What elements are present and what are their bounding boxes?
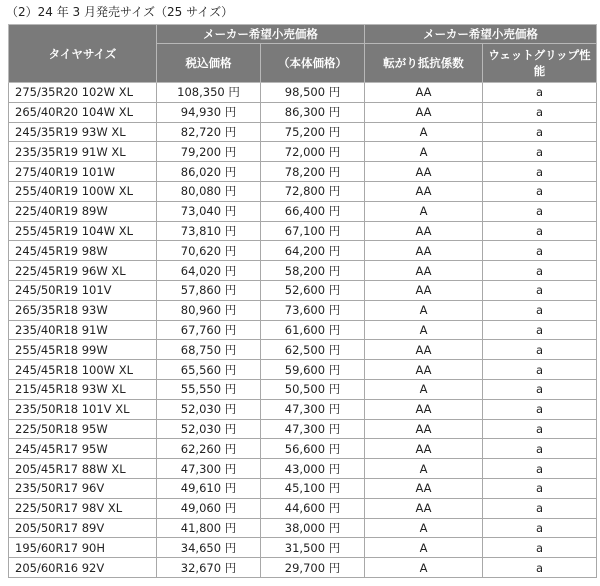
table-row	[9, 518, 597, 538]
cell-wet-grip: a	[483, 83, 597, 103]
cell-tax-included-price: 82,720 円	[157, 122, 261, 142]
cell-base-price: 31,500 円	[261, 538, 365, 558]
cell-tax-included-price: 32,670 円	[157, 558, 261, 578]
cell-wet-grip: a	[483, 419, 597, 439]
table-row	[9, 122, 597, 142]
table-row	[9, 439, 597, 459]
cell-wet-grip: a	[483, 439, 597, 459]
table-row	[9, 280, 597, 300]
cell-wet-grip: a	[483, 379, 597, 399]
table-row	[9, 419, 597, 439]
cell-tax-included-price: 52,030 円	[157, 399, 261, 419]
cell-rolling-resistance: AA	[365, 399, 483, 419]
cell-base-price: 98,500 円	[261, 83, 365, 103]
cell-tax-included-price: 68,750 円	[157, 340, 261, 360]
cell-tax-included-price: 52,030 円	[157, 419, 261, 439]
cell-wet-grip: a	[483, 558, 597, 578]
cell-tax-included-price: 49,060 円	[157, 498, 261, 518]
cell-rolling-resistance: AA	[365, 261, 483, 281]
cell-tax-included-price: 67,760 円	[157, 320, 261, 340]
cell-rolling-resistance: AA	[365, 162, 483, 182]
header-label-group: メーカー希望小売価格	[365, 25, 597, 44]
table-row	[9, 498, 597, 518]
cell-base-price: 72,800 円	[261, 181, 365, 201]
cell-tire-size: 245/45R17 95W	[9, 439, 157, 459]
table-row	[9, 181, 597, 201]
cell-rolling-resistance: AA	[365, 360, 483, 380]
cell-rolling-resistance: AA	[365, 280, 483, 300]
table-row	[9, 102, 597, 122]
cell-tire-size: 245/50R19 101V	[9, 280, 157, 300]
cell-base-price: 72,000 円	[261, 142, 365, 162]
table-row	[9, 558, 597, 578]
cell-tire-size: 275/40R19 101W	[9, 162, 157, 182]
cell-tax-included-price: 80,080 円	[157, 181, 261, 201]
cell-rolling-resistance: AA	[365, 83, 483, 103]
cell-rolling-resistance: A	[365, 300, 483, 320]
cell-rolling-resistance: AA	[365, 439, 483, 459]
cell-rolling-resistance: A	[365, 142, 483, 162]
cell-base-price: 29,700 円	[261, 558, 365, 578]
cell-rolling-resistance: AA	[365, 241, 483, 261]
cell-tax-included-price: 49,610 円	[157, 478, 261, 498]
cell-wet-grip: a	[483, 300, 597, 320]
cell-wet-grip: a	[483, 162, 597, 182]
cell-rolling-resistance: A	[365, 201, 483, 221]
cell-tire-size: 245/45R19 98W	[9, 241, 157, 261]
cell-tax-included-price: 108,350 円	[157, 83, 261, 103]
cell-tire-size: 235/35R19 91W XL	[9, 142, 157, 162]
cell-tax-included-price: 47,300 円	[157, 459, 261, 479]
cell-rolling-resistance: A	[365, 379, 483, 399]
table-row	[9, 83, 597, 103]
cell-base-price: 52,600 円	[261, 280, 365, 300]
table-row	[9, 478, 597, 498]
cell-base-price: 67,100 円	[261, 221, 365, 241]
cell-tire-size: 225/50R18 95W	[9, 419, 157, 439]
cell-rolling-resistance: AA	[365, 221, 483, 241]
cell-wet-grip: a	[483, 181, 597, 201]
cell-base-price: 43,000 円	[261, 459, 365, 479]
table-body	[9, 83, 597, 578]
cell-base-price: 61,600 円	[261, 320, 365, 340]
cell-wet-grip: a	[483, 320, 597, 340]
table-row	[9, 142, 597, 162]
cell-rolling-resistance: A	[365, 518, 483, 538]
cell-rolling-resistance: AA	[365, 419, 483, 439]
cell-wet-grip: a	[483, 459, 597, 479]
cell-rolling-resistance: A	[365, 459, 483, 479]
tire-price-table	[8, 24, 597, 578]
cell-rolling-resistance: A	[365, 320, 483, 340]
cell-tax-included-price: 73,040 円	[157, 201, 261, 221]
cell-rolling-resistance: AA	[365, 181, 483, 201]
cell-tax-included-price: 94,930 円	[157, 102, 261, 122]
header-base-price: （本体価格）	[261, 44, 365, 83]
cell-tax-included-price: 34,650 円	[157, 538, 261, 558]
table-row	[9, 201, 597, 221]
cell-tax-included-price: 73,810 円	[157, 221, 261, 241]
header-rolling-resistance: 転がり抵抗係数	[365, 44, 483, 83]
cell-base-price: 66,400 円	[261, 201, 365, 221]
cell-tire-size: 225/50R17 98V XL	[9, 498, 157, 518]
header-price-group: メーカー希望小売価格	[157, 25, 365, 44]
cell-base-price: 45,100 円	[261, 478, 365, 498]
table-caption: （2）24 年 3 月発売サイズ（25 サイズ）	[6, 5, 234, 19]
cell-base-price: 75,200 円	[261, 122, 365, 142]
table-row	[9, 399, 597, 419]
header-tax-included: 税込価格	[157, 44, 261, 83]
cell-wet-grip: a	[483, 340, 597, 360]
cell-wet-grip: a	[483, 102, 597, 122]
table-row	[9, 162, 597, 182]
cell-wet-grip: a	[483, 399, 597, 419]
cell-wet-grip: a	[483, 498, 597, 518]
cell-tire-size: 205/60R16 92V	[9, 558, 157, 578]
cell-tire-size: 255/45R19 104W XL	[9, 221, 157, 241]
cell-tire-size: 235/40R18 91W	[9, 320, 157, 340]
table-row	[9, 459, 597, 479]
cell-tire-size: 205/50R17 89V	[9, 518, 157, 538]
cell-tire-size: 265/35R18 93W	[9, 300, 157, 320]
table-row	[9, 360, 597, 380]
header-tire-size: タイヤサイズ	[9, 25, 157, 83]
cell-base-price: 58,200 円	[261, 261, 365, 281]
cell-tire-size: 215/45R18 93W XL	[9, 379, 157, 399]
cell-rolling-resistance: A	[365, 538, 483, 558]
cell-tax-included-price: 65,560 円	[157, 360, 261, 380]
cell-tax-included-price: 79,200 円	[157, 142, 261, 162]
cell-wet-grip: a	[483, 241, 597, 261]
cell-base-price: 73,600 円	[261, 300, 365, 320]
cell-wet-grip: a	[483, 221, 597, 241]
cell-tax-included-price: 70,620 円	[157, 241, 261, 261]
cell-base-price: 56,600 円	[261, 439, 365, 459]
cell-tax-included-price: 80,960 円	[157, 300, 261, 320]
cell-wet-grip: a	[483, 201, 597, 221]
table-row	[9, 379, 597, 399]
table-row	[9, 221, 597, 241]
cell-tax-included-price: 55,550 円	[157, 379, 261, 399]
cell-base-price: 50,500 円	[261, 379, 365, 399]
table-row	[9, 300, 597, 320]
cell-tax-included-price: 57,860 円	[157, 280, 261, 300]
cell-rolling-resistance: AA	[365, 340, 483, 360]
table-row	[9, 538, 597, 558]
cell-wet-grip: a	[483, 538, 597, 558]
cell-tire-size: 245/35R19 93W XL	[9, 122, 157, 142]
cell-tax-included-price: 41,800 円	[157, 518, 261, 538]
cell-wet-grip: a	[483, 478, 597, 498]
cell-base-price: 47,300 円	[261, 419, 365, 439]
cell-tire-size: 235/50R18 101V XL	[9, 399, 157, 419]
cell-base-price: 59,600 円	[261, 360, 365, 380]
cell-tire-size: 205/45R17 88W XL	[9, 459, 157, 479]
cell-base-price: 78,200 円	[261, 162, 365, 182]
cell-tire-size: 255/45R18 99W	[9, 340, 157, 360]
cell-wet-grip: a	[483, 261, 597, 281]
cell-tax-included-price: 62,260 円	[157, 439, 261, 459]
table-row	[9, 241, 597, 261]
cell-base-price: 62,500 円	[261, 340, 365, 360]
cell-wet-grip: a	[483, 280, 597, 300]
cell-rolling-resistance: AA	[365, 102, 483, 122]
table-row	[9, 261, 597, 281]
cell-rolling-resistance: A	[365, 558, 483, 578]
cell-tax-included-price: 64,020 円	[157, 261, 261, 281]
cell-tire-size: 235/50R17 96V	[9, 478, 157, 498]
cell-base-price: 38,000 円	[261, 518, 365, 538]
header-wet-grip: ウェットグリップ性能	[483, 44, 597, 83]
cell-tire-size: 265/40R20 104W XL	[9, 102, 157, 122]
cell-rolling-resistance: A	[365, 122, 483, 142]
cell-tax-included-price: 86,020 円	[157, 162, 261, 182]
cell-wet-grip: a	[483, 360, 597, 380]
cell-wet-grip: a	[483, 518, 597, 538]
cell-base-price: 44,600 円	[261, 498, 365, 518]
table-row	[9, 340, 597, 360]
cell-rolling-resistance: AA	[365, 478, 483, 498]
cell-tire-size: 255/40R19 100W XL	[9, 181, 157, 201]
cell-rolling-resistance: AA	[365, 498, 483, 518]
cell-wet-grip: a	[483, 142, 597, 162]
cell-wet-grip: a	[483, 122, 597, 142]
cell-tire-size: 195/60R17 90H	[9, 538, 157, 558]
cell-base-price: 47,300 円	[261, 399, 365, 419]
cell-tire-size: 225/40R19 89W	[9, 201, 157, 221]
cell-base-price: 64,200 円	[261, 241, 365, 261]
cell-tire-size: 245/45R18 100W XL	[9, 360, 157, 380]
table-row	[9, 320, 597, 340]
cell-tire-size: 275/35R20 102W XL	[9, 83, 157, 103]
cell-base-price: 86,300 円	[261, 102, 365, 122]
cell-tire-size: 225/45R19 96W XL	[9, 261, 157, 281]
